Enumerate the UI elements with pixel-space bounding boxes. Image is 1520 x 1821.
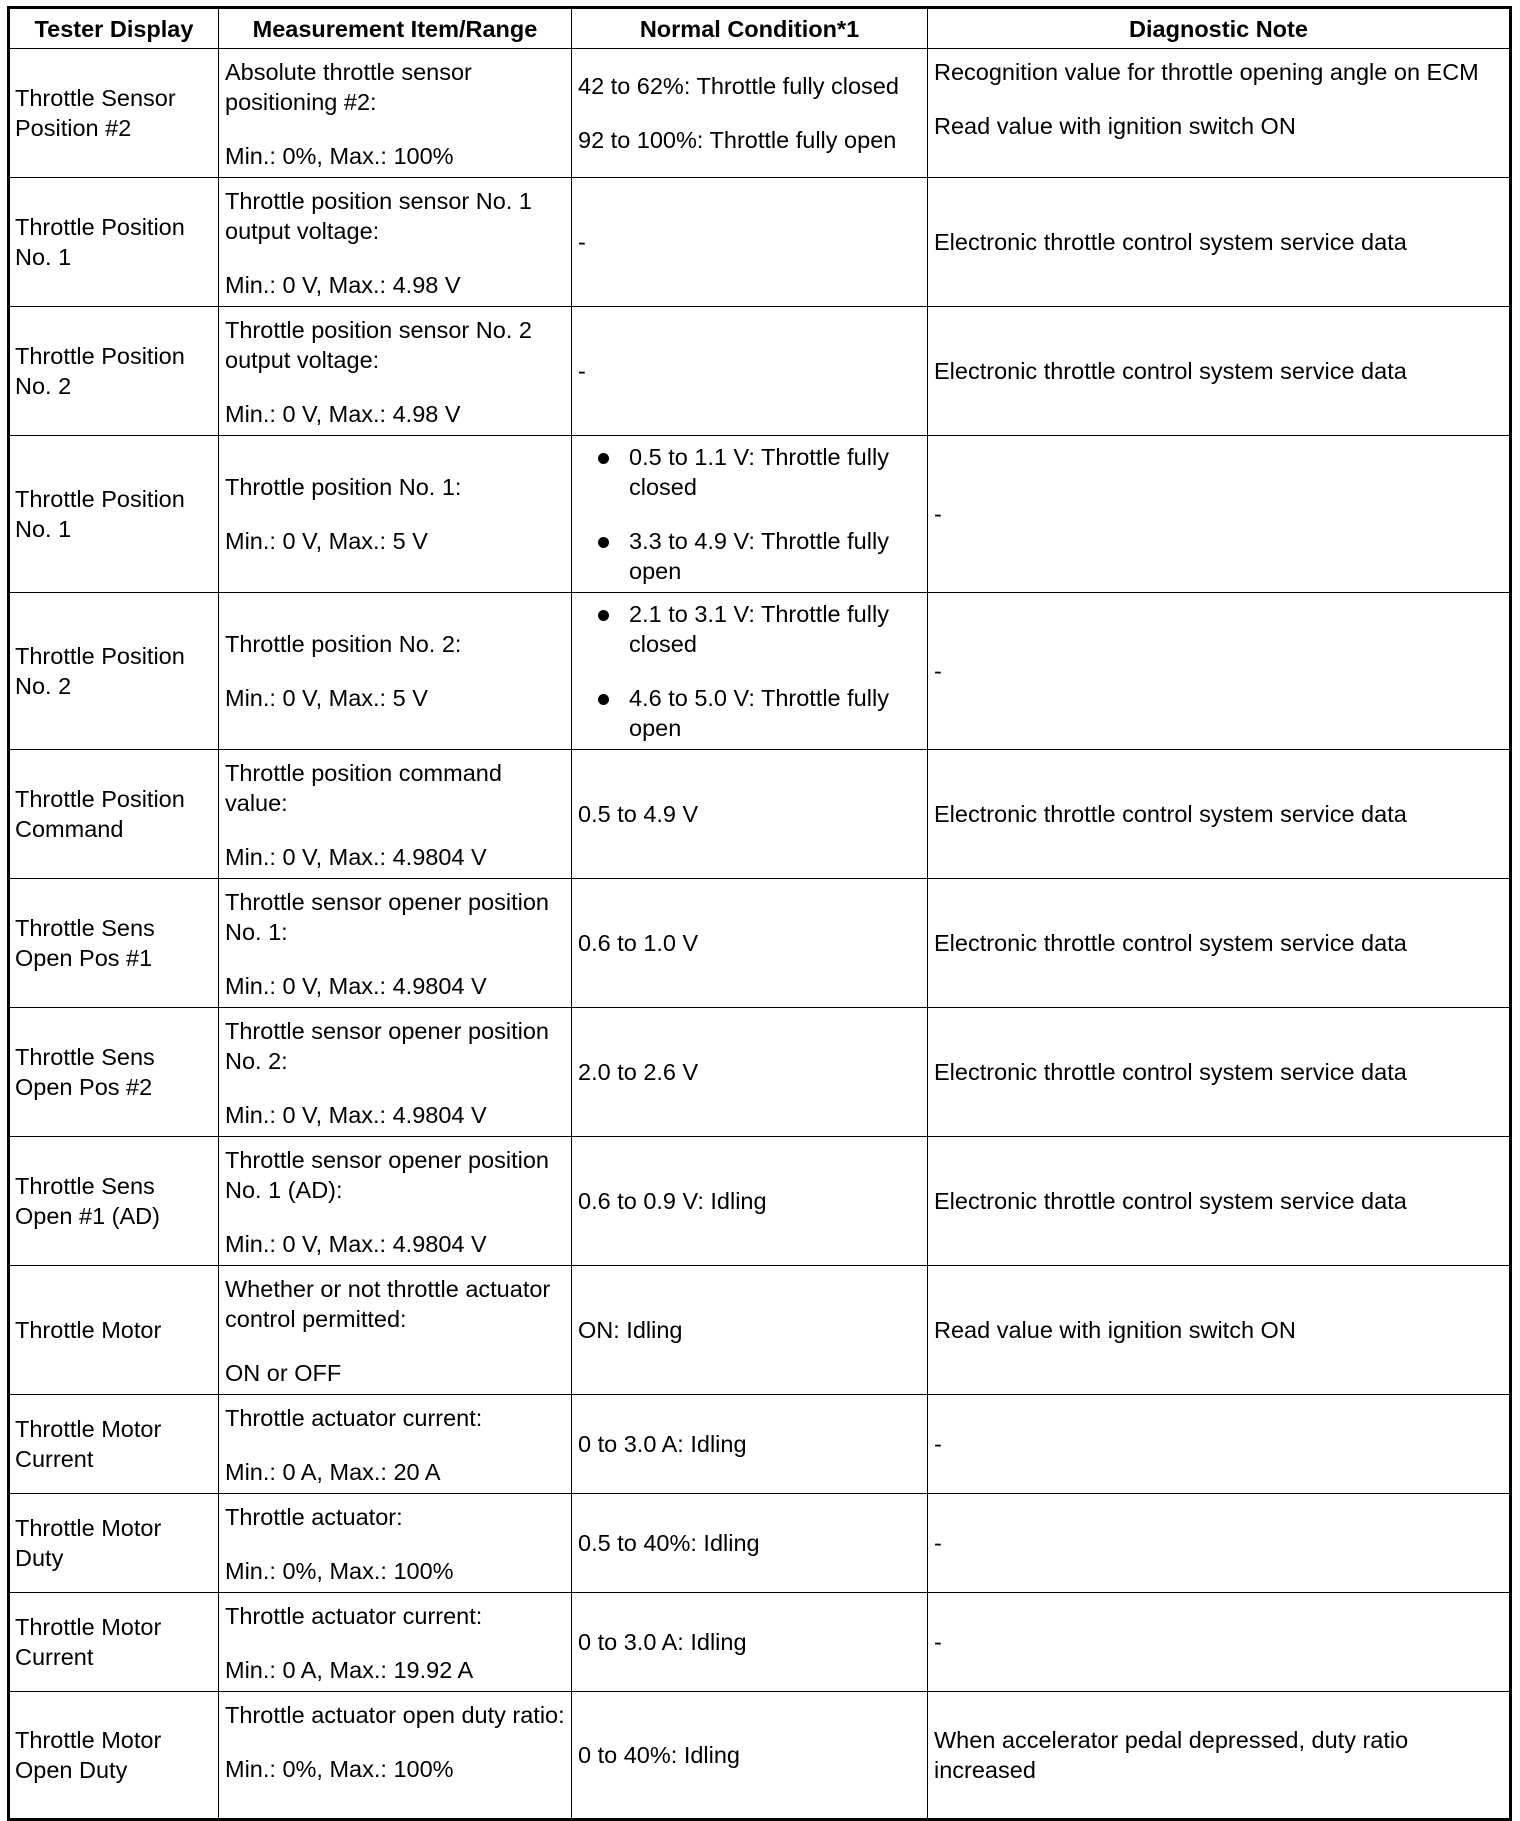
measurement-range-cell — [219, 1692, 572, 1820]
diagnostic-note-cell: - — [928, 1593, 1511, 1692]
normal-condition-cell: 0.6 to 1.0 V — [572, 879, 928, 1008]
tester-display-cell: Throttle Motor Current — [9, 1395, 219, 1494]
normal-condition-cell: - — [572, 178, 928, 307]
measurement-range-cell — [219, 49, 572, 178]
normal-condition-cell: 2.0 to 2.6 V — [572, 1008, 928, 1137]
range-item-text: Throttle position sensor No. 1 output voltage: — [225, 188, 532, 244]
tester-display-cell: Throttle Motor — [9, 1266, 219, 1395]
measurement-range-cell — [219, 178, 572, 307]
range-minmax-text: Min.: 0 V, Max.: 4.9804 V — [225, 973, 487, 999]
table-row — [9, 1266, 1511, 1395]
range-minmax-text: Min.: 0 V, Max.: 5 V — [225, 528, 428, 554]
measurement-range-cell — [219, 750, 572, 879]
normal-condition-cell: - — [572, 307, 928, 436]
header-measurement-item-range: Measurement Item/Range — [219, 8, 572, 49]
range-item-text: Throttle position sensor No. 2 output voltage: — [225, 317, 532, 373]
normal-condition-line: 42 to 62%: Throttle fully closed — [578, 73, 899, 99]
range-item-text: Throttle position No. 1: — [225, 474, 462, 500]
bullet-item: 0.5 to 1.1 V: Throttle fully closed — [596, 442, 921, 502]
normal-condition-cell: 0 to 3.0 A: Idling — [572, 1395, 928, 1494]
range-minmax-text: Min.: 0 A, Max.: 19.92 A — [225, 1657, 474, 1683]
normal-condition-cell: 0.5 to 40%: Idling — [572, 1494, 928, 1593]
table-row — [9, 1494, 1511, 1593]
range-minmax-text: Min.: 0 V, Max.: 5 V — [225, 685, 428, 711]
table-row — [9, 1008, 1511, 1137]
range-minmax-text: Min.: 0 V, Max.: 4.9804 V — [225, 1102, 487, 1128]
table-row — [9, 1593, 1511, 1692]
measurement-range-cell — [219, 1008, 572, 1137]
diagnostic-note-cell: Electronic throttle control system service data — [928, 750, 1511, 879]
bullet-item: 2.1 to 3.1 V: Throttle fully closed — [596, 599, 921, 659]
measurement-range-cell — [219, 1266, 572, 1395]
range-minmax-text: Min.: 0%, Max.: 100% — [225, 1558, 454, 1584]
measurement-range-cell — [219, 1137, 572, 1266]
table-row — [9, 879, 1511, 1008]
range-minmax-text: Min.: 0 V, Max.: 4.9804 V — [225, 1231, 487, 1257]
measurement-range-cell — [219, 1395, 572, 1494]
diagnostic-note-cell: - — [928, 593, 1511, 750]
range-minmax-text: ON or OFF — [225, 1360, 342, 1386]
bullet-item: 4.6 to 5.0 V: Throttle fully open — [596, 683, 921, 743]
diagnostic-note-cell: - — [928, 436, 1511, 593]
diagnostic-note-cell: Electronic throttle control system service data — [928, 879, 1511, 1008]
diagnostic-note-cell: - — [928, 1395, 1511, 1494]
table-row — [9, 307, 1511, 436]
data-list-table — [7, 6, 1512, 1821]
normal-condition-cell — [572, 436, 928, 593]
range-item-text: Throttle position No. 2: — [225, 631, 462, 657]
normal-condition-cell: 0.6 to 0.9 V: Idling — [572, 1137, 928, 1266]
tester-display-cell: Throttle Motor Open Duty — [9, 1692, 219, 1820]
range-minmax-text: Min.: 0%, Max.: 100% — [225, 1756, 454, 1782]
tester-display-cell: Throttle Position Command — [9, 750, 219, 879]
diagnostic-note-cell: When accelerator pedal depressed, duty ratio increased — [928, 1692, 1511, 1820]
measurement-range-cell — [219, 879, 572, 1008]
measurement-range-cell — [219, 307, 572, 436]
table-row — [9, 1137, 1511, 1266]
header-diagnostic-note: Diagnostic Note — [928, 8, 1511, 49]
diagnostic-note-cell: - — [928, 1494, 1511, 1593]
tester-display-cell: Throttle Sens Open #1 (AD) — [9, 1137, 219, 1266]
normal-condition-cell: 0 to 40%: Idling — [572, 1692, 928, 1820]
diagnostic-note-cell: Read value with ignition switch ON — [928, 1266, 1511, 1395]
header-tester-display: Tester Display — [9, 8, 219, 49]
tester-display-cell: Throttle Position No. 1 — [9, 178, 219, 307]
range-item-text: Whether or not throttle actuator control permitted: — [225, 1276, 551, 1332]
bullet-item: 3.3 to 4.9 V: Throttle fully open — [596, 526, 921, 586]
table-row — [9, 49, 1511, 178]
range-item-text: Throttle position command value: — [225, 760, 502, 816]
diagnostic-note-line: Read value with ignition switch ON — [934, 113, 1296, 139]
range-item-text: Throttle sensor opener position No. 1: — [225, 889, 549, 945]
normal-condition-cell — [572, 49, 928, 178]
diagnostic-note-cell: Electronic throttle control system service data — [928, 1137, 1511, 1266]
range-item-text: Throttle sensor opener position No. 1 (AD): — [225, 1147, 549, 1203]
measurement-range-cell — [219, 593, 572, 750]
normal-condition-cell: 0.5 to 4.9 V — [572, 750, 928, 879]
tester-display-cell: Throttle Motor Duty — [9, 1494, 219, 1593]
range-minmax-text: Min.: 0 A, Max.: 20 A — [225, 1459, 441, 1485]
tester-display-cell: Throttle Position No. 1 — [9, 436, 219, 593]
measurement-range-cell — [219, 436, 572, 593]
range-item-text: Throttle sensor opener position No. 2: — [225, 1018, 549, 1074]
table-row — [9, 750, 1511, 879]
measurement-range-cell — [219, 1593, 572, 1692]
normal-condition-cell: ON: Idling — [572, 1266, 928, 1395]
diagnostic-note-cell: Electronic throttle control system service data — [928, 178, 1511, 307]
diagnostic-note-cell — [928, 49, 1511, 178]
header-normal-condition: Normal Condition*1 — [572, 8, 928, 49]
normal-condition-line: 92 to 100%: Throttle fully open — [578, 127, 897, 153]
table-row — [9, 593, 1511, 750]
range-minmax-text: Min.: 0 V, Max.: 4.98 V — [225, 401, 461, 427]
range-item-text: Throttle actuator current: — [225, 1603, 483, 1629]
tester-display-cell: Throttle Sens Open Pos #2 — [9, 1008, 219, 1137]
table-row — [9, 1692, 1511, 1820]
tester-display-cell: Throttle Motor Current — [9, 1593, 219, 1692]
normal-condition-cell: 0 to 3.0 A: Idling — [572, 1593, 928, 1692]
diagnostic-note-cell: Electronic throttle control system service data — [928, 1008, 1511, 1137]
diagnostic-note-cell: Electronic throttle control system service data — [928, 307, 1511, 436]
tester-display-cell: Throttle Sens Open Pos #1 — [9, 879, 219, 1008]
range-minmax-text: Min.: 0%, Max.: 100% — [225, 143, 454, 169]
range-item-text: Absolute throttle sensor positioning #2: — [225, 59, 472, 115]
range-item-text: Throttle actuator open duty ratio: — [225, 1702, 565, 1728]
normal-condition-cell — [572, 593, 928, 750]
table-row — [9, 1395, 1511, 1494]
normal-condition-bullets — [578, 442, 921, 586]
table-row — [9, 178, 1511, 307]
table-header-row — [9, 8, 1511, 49]
tester-display-cell: Throttle Sensor Position #2 — [9, 49, 219, 178]
normal-condition-bullets — [578, 599, 921, 743]
measurement-range-cell — [219, 1494, 572, 1593]
tester-display-cell: Throttle Position No. 2 — [9, 307, 219, 436]
diagnostic-note-line: Recognition value for throttle opening angle on ECM — [934, 59, 1479, 85]
range-item-text: Throttle actuator: — [225, 1504, 403, 1530]
range-minmax-text: Min.: 0 V, Max.: 4.9804 V — [225, 844, 487, 870]
range-item-text: Throttle actuator current: — [225, 1405, 483, 1431]
tester-display-cell: Throttle Position No. 2 — [9, 593, 219, 750]
range-minmax-text: Min.: 0 V, Max.: 4.98 V — [225, 272, 461, 298]
table-row — [9, 436, 1511, 593]
data-list-table-container — [7, 6, 1509, 1821]
